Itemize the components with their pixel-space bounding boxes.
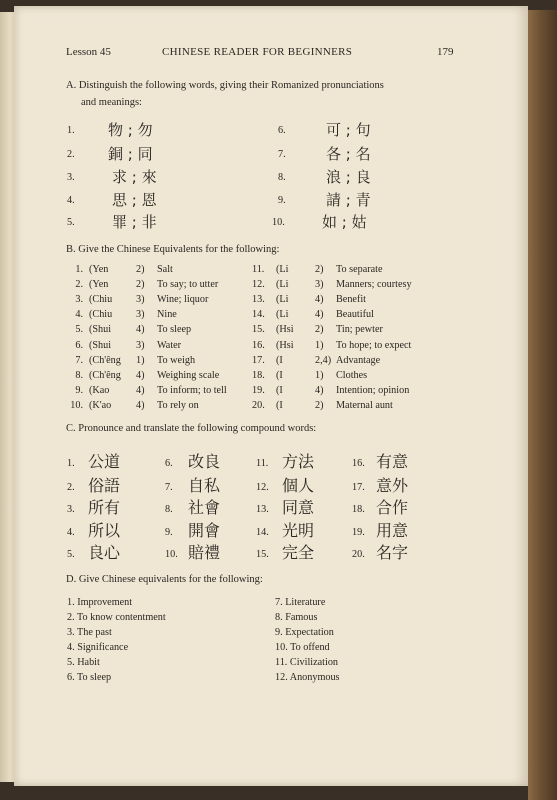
b-item-meaning: Beautiful: [336, 309, 374, 320]
d-item: 6. To sleep: [67, 672, 112, 683]
c-item-chars: 所以: [88, 521, 121, 540]
c-item-chars: 改良: [188, 452, 221, 471]
b-item-romanization: (Hsi: [276, 340, 294, 351]
c-item-chars: 社會: [188, 498, 221, 517]
b-item-meaning: To hope; to expect: [336, 340, 412, 351]
a-item-chars: 罪 ; 非: [112, 213, 157, 231]
c-item-number: 20.: [352, 549, 365, 560]
a-item-number: 1.: [67, 125, 75, 136]
c-item-number: 9.: [165, 527, 173, 538]
b-item-tone: 1): [315, 340, 324, 351]
c-item-chars: 完全: [282, 543, 315, 562]
b-item-meaning: Clothes: [336, 370, 368, 381]
c-item-number: 7.: [165, 482, 173, 493]
b-item-meaning: Benefit: [336, 294, 366, 305]
c-item-chars: 公道: [88, 452, 121, 471]
b-item-tone: 2): [315, 324, 324, 335]
a-item-chars: 物 ; 勿: [108, 121, 153, 139]
b-item-number: 12.: [252, 279, 265, 290]
b-item-romanization: (Li: [276, 279, 289, 290]
b-item-romanization: (Ch'êng: [89, 370, 121, 381]
c-item-chars: 用意: [376, 521, 409, 540]
c-item-number: 6.: [165, 458, 173, 469]
b-item-romanization: (Li: [276, 264, 289, 275]
b-item-number: 4.: [75, 309, 83, 320]
a-item-number: 9.: [278, 195, 286, 206]
b-item-meaning: To inform; to tell: [157, 385, 227, 396]
b-item-romanization: (Shui: [89, 324, 112, 335]
b-item-romanization: (I: [276, 370, 283, 381]
b-item-tone: 4): [136, 385, 145, 396]
d-item: 12. Anonymous: [275, 672, 340, 683]
b-item-number: 5.: [75, 324, 83, 335]
b-item-romanization: (Ch'êng: [89, 355, 121, 366]
b-item-romanization: (Hsi: [276, 324, 294, 335]
b-item-tone: 1): [136, 355, 145, 366]
d-item: 5. Habit: [67, 657, 100, 668]
c-item-number: 4.: [67, 527, 75, 538]
b-item-number: 19.: [252, 385, 265, 396]
b-item-romanization: (K'ao: [89, 400, 112, 411]
d-item: 2. To know contentment: [67, 612, 166, 623]
b-item-tone: 1): [315, 370, 324, 381]
book-spine: [528, 10, 557, 800]
b-item-romanization: (Shui: [89, 340, 112, 351]
b-item-number: 1.: [75, 264, 83, 275]
c-item-chars: 開會: [188, 521, 221, 540]
b-item-romanization: (Li: [276, 309, 289, 320]
b-item-number: 9.: [75, 385, 83, 396]
d-item: 11. Civilization: [275, 657, 339, 668]
d-item: 8. Famous: [275, 612, 318, 623]
c-item-chars: 所有: [88, 498, 121, 517]
b-item-romanization: (Kao: [89, 385, 110, 396]
c-item-chars: 意外: [376, 476, 409, 495]
a-item-chars: 如 ; 姑: [322, 213, 367, 231]
a-item-chars: 銅 ; 同: [108, 145, 153, 163]
b-item-number: 11.: [252, 264, 265, 275]
b-item-meaning: Wine; liquor: [157, 294, 209, 305]
c-item-chars: 俗語: [88, 476, 121, 495]
b-item-number: 10.: [70, 400, 83, 411]
b-item-tone: 2,4): [315, 355, 332, 366]
b-item-number: 8.: [75, 370, 83, 381]
a-item-number: 6.: [278, 125, 286, 136]
b-item-meaning: To separate: [336, 264, 383, 275]
book-title: CHINESE READER FOR BEGINNERS: [162, 46, 353, 58]
c-item-chars: 個人: [282, 476, 315, 495]
a-item-chars: 求 ; 來: [112, 168, 157, 186]
a-item-number: 7.: [278, 149, 286, 160]
page-number: 179: [437, 46, 454, 58]
a-item-number: 10.: [272, 217, 285, 228]
c-item-number: 1.: [67, 458, 75, 469]
c-item-number: 16.: [352, 458, 365, 469]
b-item-tone: 4): [315, 309, 324, 320]
a-item-chars: 思 ; 恩: [112, 191, 157, 209]
d-item: 10. To offend: [275, 642, 330, 653]
b-item-number: 16.: [252, 340, 265, 351]
c-item-number: 19.: [352, 527, 365, 538]
b-item-number: 2.: [75, 279, 83, 290]
d-item: 7. Literature: [275, 597, 326, 608]
c-item-chars: 光明: [282, 521, 315, 540]
c-item-chars: 自私: [188, 476, 221, 495]
c-item-chars: 良心: [88, 543, 121, 562]
a-item-number: 8.: [278, 172, 286, 183]
c-item-number: 18.: [352, 504, 365, 515]
b-item-romanization: (Yen: [89, 264, 109, 275]
c-item-number: 2.: [67, 482, 75, 493]
b-item-number: 17.: [252, 355, 265, 366]
section-a-title-cont: and meanings:: [81, 97, 142, 108]
c-item-number: 11.: [256, 458, 269, 469]
b-item-meaning: Intention; opinion: [336, 385, 410, 396]
lesson-label: Lesson 45: [66, 46, 111, 58]
c-item-number: 3.: [67, 504, 75, 515]
b-item-tone: 3): [315, 279, 324, 290]
b-item-number: 13.: [252, 294, 265, 305]
b-item-romanization: (I: [276, 385, 283, 396]
b-item-number: 3.: [75, 294, 83, 305]
c-item-number: 17.: [352, 482, 365, 493]
d-item: 3. The past: [67, 627, 112, 638]
b-item-tone: 2): [315, 400, 324, 411]
section-b-title: B. Give the Chinese Equivalents for the following:: [66, 244, 280, 255]
b-item-tone: 3): [136, 294, 145, 305]
b-item-tone: 3): [136, 340, 145, 351]
b-item-number: 7.: [75, 355, 83, 366]
b-item-meaning: To rely on: [157, 400, 199, 411]
a-item-number: 4.: [67, 195, 75, 206]
b-item-number: 6.: [75, 340, 83, 351]
b-item-romanization: (Chiu: [89, 309, 113, 320]
c-item-number: 13.: [256, 504, 269, 515]
c-item-number: 8.: [165, 504, 173, 515]
b-item-romanization: (I: [276, 400, 283, 411]
c-item-chars: 合作: [376, 498, 409, 517]
c-item-number: 10.: [165, 549, 178, 560]
c-item-chars: 方法: [282, 452, 315, 471]
c-item-chars: 有意: [376, 452, 409, 471]
b-item-tone: 4): [136, 324, 145, 335]
b-item-tone: 2): [315, 264, 324, 275]
a-item-number: 3.: [67, 172, 75, 183]
b-item-meaning: To say; to utter: [157, 279, 219, 290]
b-item-romanization: (Chiu: [89, 294, 113, 305]
a-item-chars: 可 ; 句: [326, 121, 371, 139]
b-item-romanization: (I: [276, 355, 283, 366]
b-item-tone: 4): [136, 370, 145, 381]
b-item-number: 14.: [252, 309, 265, 320]
b-item-meaning: To sleep: [157, 324, 192, 335]
b-item-tone: 4): [315, 385, 324, 396]
b-item-tone: 3): [136, 309, 145, 320]
d-item: 4. Significance: [67, 642, 129, 653]
c-item-chars: 同意: [282, 498, 315, 517]
a-item-chars: 請 ; 青: [326, 191, 371, 209]
b-item-number: 15.: [252, 324, 265, 335]
b-item-tone: 4): [136, 400, 145, 411]
b-item-number: 18.: [252, 370, 265, 381]
b-item-meaning: To weigh: [157, 355, 196, 366]
section-c-title: C. Pronounce and translate the following compound words:: [66, 423, 317, 434]
b-item-meaning: Weighing scale: [157, 370, 220, 381]
b-item-meaning: Maternal aunt: [336, 400, 393, 411]
b-item-romanization: (Li: [276, 294, 289, 305]
a-item-chars: 浪 ; 良: [326, 168, 371, 186]
b-item-number: 20.: [252, 400, 265, 411]
b-item-meaning: Nine: [157, 309, 177, 320]
b-item-meaning: Tin; pewter: [336, 324, 383, 335]
b-item-tone: 2): [136, 279, 145, 290]
b-item-tone: 4): [315, 294, 324, 305]
c-item-number: 12.: [256, 482, 269, 493]
b-item-meaning: Water: [157, 340, 182, 351]
c-item-number: 14.: [256, 527, 269, 538]
c-item-chars: 名字: [376, 543, 409, 562]
d-item: 1. Improvement: [67, 597, 133, 608]
c-item-chars: 賠禮: [188, 543, 221, 562]
b-item-meaning: Salt: [157, 264, 173, 275]
a-item-number: 2.: [67, 149, 75, 160]
a-item-number: 5.: [67, 217, 75, 228]
d-item: 9. Expectation: [275, 627, 334, 638]
section-d-title: D. Give Chinese equivalents for the following:: [66, 574, 263, 585]
b-item-romanization: (Yen: [89, 279, 109, 290]
b-item-meaning: Advantage: [336, 355, 381, 366]
c-item-number: 15.: [256, 549, 269, 560]
b-item-meaning: Manners; courtesy: [336, 279, 412, 290]
a-item-chars: 各 ; 名: [326, 145, 371, 163]
c-item-number: 5.: [67, 549, 75, 560]
b-item-tone: 2): [136, 264, 145, 275]
section-a-title: A. Distinguish the following words, giving their Romanized pronunciations: [66, 80, 384, 91]
